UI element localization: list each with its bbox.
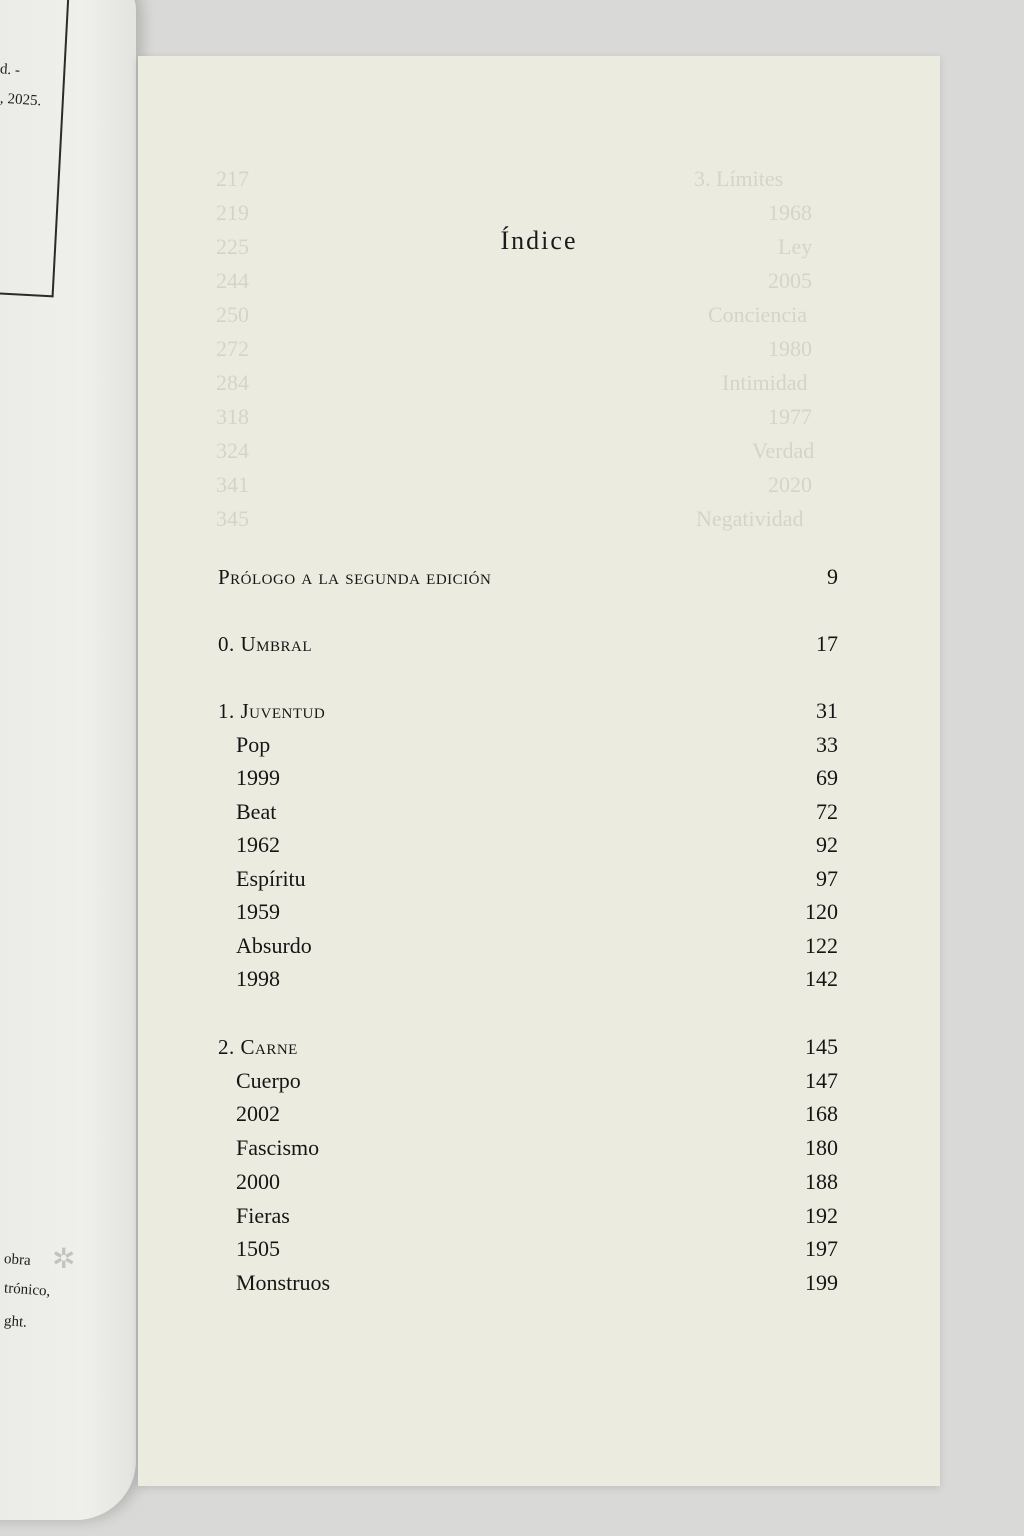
toc-entry-page: 31 <box>816 698 838 723</box>
toc-entry-fascismo <box>218 1135 838 1165</box>
toc-entry-label: 1998 <box>236 966 280 991</box>
ghost-number: 272 <box>216 336 249 361</box>
ghost-number: 244 <box>216 268 249 293</box>
toc-entry-1959 <box>218 899 838 929</box>
toc-entry-pop <box>218 732 838 762</box>
ghost-number: 345 <box>216 506 249 531</box>
ghost-label: Ley <box>778 234 813 259</box>
toc-entry-page: 168 <box>805 1101 838 1126</box>
toc-entry-juventud <box>218 698 838 728</box>
toc-entry-label: 1962 <box>236 832 280 857</box>
ghost-label: Intimidad <box>722 370 808 395</box>
page-title: Índice <box>500 226 578 255</box>
ghost-number: 324 <box>216 438 249 463</box>
toc-entry-label: Fieras <box>236 1203 290 1228</box>
toc-entry-fieras <box>218 1203 838 1233</box>
toc-entry-page: 72 <box>816 799 838 824</box>
ghost-number: 318 <box>216 404 249 429</box>
copyright-box <box>0 0 70 297</box>
toc-entry-page: 92 <box>816 832 838 857</box>
toc-entry-2002 <box>218 1101 838 1131</box>
toc-entry-page: 142 <box>805 966 838 991</box>
toc-entry-page: 180 <box>805 1135 838 1160</box>
toc-entry-page: 69 <box>816 765 838 790</box>
toc-entry-label: Monstruos <box>236 1270 331 1295</box>
toc-entry-1505 <box>218 1236 838 1266</box>
ghost-number: 341 <box>216 472 249 497</box>
toc-entry-umbral <box>218 631 838 661</box>
left-page-line: ght. <box>3 1313 28 1331</box>
toc-entry-label: 2000 <box>236 1169 280 1194</box>
toc-entry-label: 1505 <box>236 1236 280 1261</box>
toc-entry-page: 17 <box>816 631 838 656</box>
toc-entry-page: 197 <box>805 1236 838 1261</box>
index-page <box>138 56 940 1486</box>
toc-entry-1998 <box>218 966 838 996</box>
ghost-label: 2005 <box>768 268 812 293</box>
ghost-number: 217 <box>216 166 249 191</box>
toc-entry-page: 120 <box>805 899 838 924</box>
toc-entry-carne <box>218 1034 838 1064</box>
toc-entry-beat <box>218 799 838 829</box>
toc-entry-label: Beat <box>236 799 277 824</box>
left-page-line: obra <box>3 1251 32 1269</box>
toc-entry-absurdo <box>218 933 838 963</box>
ghost-label: Negatividad <box>696 506 804 531</box>
toc-entry-1962 <box>218 832 838 862</box>
toc-entry-page: 199 <box>805 1270 838 1295</box>
ghost-number: 219 <box>216 200 249 225</box>
ghost-label: 1968 <box>768 200 812 225</box>
toc-entry-1999 <box>218 765 838 795</box>
toc-entry-2000 <box>218 1169 838 1199</box>
left-facing-page <box>0 0 136 1520</box>
toc-entry-label: 1959 <box>236 899 280 924</box>
toc-entry-label: Pop <box>236 732 271 757</box>
ghost-label: Conciencia <box>708 302 807 327</box>
toc-entry-prologo <box>218 564 838 594</box>
left-page-line: d. - <box>0 61 21 79</box>
ghost-number: 225 <box>216 234 249 259</box>
ghost-number: 250 <box>216 302 249 327</box>
ghost-label: 1980 <box>768 336 812 361</box>
ghost-label: Verdad <box>752 438 815 463</box>
ghost-label: 3. Límites <box>694 166 784 191</box>
toc-entry-page: 33 <box>816 732 838 757</box>
toc-entry-page: 97 <box>816 866 838 891</box>
ghost-label: 1977 <box>768 404 812 429</box>
ornament-icon: ✲ <box>52 1244 76 1275</box>
toc-entry-label: Fascismo <box>236 1135 320 1160</box>
toc-entry-label: 1999 <box>236 765 280 790</box>
toc-entry-page: 9 <box>827 564 838 589</box>
toc-entry-label: Cuerpo <box>236 1068 301 1093</box>
toc-entry-label: 2002 <box>236 1101 280 1126</box>
toc-entry-label: 2. Carne <box>218 1035 298 1059</box>
toc-entry-page: 147 <box>805 1068 838 1093</box>
toc-entry-label: Absurdo <box>236 933 312 958</box>
toc-entry-label: Prólogo a la segunda edición <box>218 565 492 589</box>
ghost-label: 2020 <box>768 472 812 497</box>
toc-entry-page: 188 <box>805 1169 838 1194</box>
toc-entry-page: 192 <box>805 1203 838 1228</box>
toc-entry-cuerpo <box>218 1068 838 1098</box>
toc-entry-monstruos <box>218 1270 838 1300</box>
toc-entry-label: 1. Juventud <box>218 699 326 723</box>
left-page-line: trónico, <box>3 1280 51 1300</box>
left-page-line: , 2025. <box>0 90 42 110</box>
ghost-number: 284 <box>216 370 249 395</box>
toc-entry-label: Espíritu <box>236 866 306 891</box>
toc-entry-page: 122 <box>805 933 838 958</box>
toc-entry-espiritu <box>218 866 838 896</box>
toc-entry-label: 0. Umbral <box>218 632 313 656</box>
toc-entry-page: 145 <box>805 1034 838 1059</box>
